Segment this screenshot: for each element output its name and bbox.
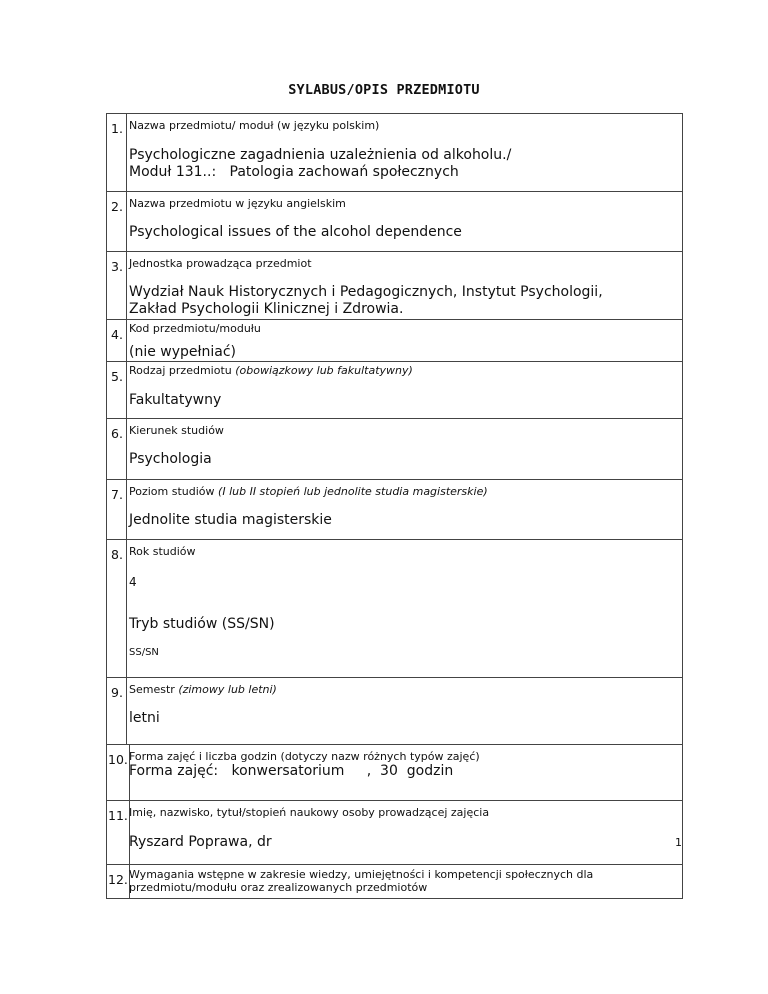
row-number-cell — [107, 192, 127, 251]
syllabus-table — [106, 113, 683, 899]
table-row — [107, 319, 682, 361]
field-label: Forma zajęć i liczba godzin (dotyczy nazw różnych typów zajęć) — [129, 750, 480, 763]
field-value: Jednolite studia magisterskie — [129, 512, 332, 528]
field-value: Moduł 131..: Patologia zachowań społecznych — [129, 164, 459, 180]
field-value: letni — [129, 710, 160, 726]
field-label: Jednostka prowadząca przedmiot — [129, 257, 312, 270]
page-number: 1 — [675, 836, 682, 849]
field-value: Psychologiczne zagadnienia uzależnienia od alkoholu./ — [129, 147, 512, 163]
table-row — [107, 800, 682, 864]
row-number-cell — [107, 419, 127, 479]
row-number: 3. — [111, 259, 123, 274]
table-row — [107, 677, 682, 744]
field-value: (nie wypełniać) — [129, 344, 237, 360]
field-sublabel: Tryb studiów (SS/SN) — [129, 616, 275, 632]
row-number-cell — [107, 678, 127, 744]
table-row — [107, 114, 682, 191]
row-number-cell — [107, 865, 130, 898]
row-number-cell — [107, 114, 127, 191]
row-number-cell — [107, 540, 127, 677]
field-label-hint: (I lub II stopień lub jednolite studia magisterskie) — [218, 485, 488, 498]
row-number-cell — [107, 362, 127, 418]
field-label: Rok studiów — [129, 545, 196, 558]
field-label: Kod przedmiotu/modułu — [129, 322, 261, 335]
field-value: Fakultatywny — [129, 392, 222, 408]
field-subvalue: SS/SN — [129, 647, 159, 658]
field-label: Wymagania wstępne w zakresie wiedzy, umiejętności i kompetencji społecznych dla — [129, 868, 594, 881]
row-number: 11. — [108, 808, 128, 823]
field-value: Ryszard Poprawa, dr — [129, 834, 272, 850]
row-number: 12. — [108, 872, 128, 887]
row-number: 4. — [111, 327, 123, 342]
table-row — [107, 418, 682, 479]
table-row — [107, 251, 682, 319]
row-number: 5. — [111, 369, 123, 384]
field-label — [129, 485, 488, 498]
field-label — [129, 683, 277, 696]
row-number-cell — [107, 320, 127, 361]
row-number-cell — [107, 801, 130, 864]
row-number: 10. — [108, 752, 128, 767]
row-number: 7. — [111, 487, 123, 502]
document-title: SYLABUS/OPIS PRZEDMIOTU — [288, 82, 480, 98]
row-number: 1. — [111, 121, 123, 136]
row-number: 6. — [111, 426, 123, 441]
table-row — [107, 744, 682, 800]
field-label: Imię, nazwisko, tytuł/stopień naukowy osoby prowadzącej zajęcia — [129, 806, 490, 819]
field-label-hint: (obowiązkowy lub fakultatywny) — [235, 364, 413, 377]
table-row — [107, 191, 682, 251]
field-label: Nazwa przedmiotu w języku angielskim — [129, 197, 346, 210]
table-row — [107, 361, 682, 418]
table-row — [107, 479, 682, 539]
row-number-cell — [107, 745, 130, 800]
field-label — [129, 364, 413, 377]
field-label-hint: (zimowy lub letni) — [178, 683, 277, 696]
row-number-cell — [107, 252, 127, 319]
field-label: Nazwa przedmiotu/ moduł (w języku polskim) — [129, 119, 380, 132]
table-row — [107, 539, 682, 677]
field-value: Psychological issues of the alcohol dependence — [129, 224, 462, 240]
field-value: Forma zajęć: konwersatorium , 30 godzin — [129, 763, 454, 779]
field-label-text: Semestr — [129, 683, 175, 696]
field-label-text: Poziom studiów — [129, 485, 215, 498]
field-label: przedmiotu/modułu oraz zrealizowanych przedmiotów — [129, 881, 428, 894]
field-label-text: Rodzaj przedmiotu — [129, 364, 232, 377]
row-number-cell — [107, 480, 127, 539]
table-row — [107, 864, 682, 898]
field-label: Kierunek studiów — [129, 424, 224, 437]
field-value: 4 — [129, 575, 137, 589]
field-value: Wydział Nauk Historycznych i Pedagogicznych, Instytut Psychologii, — [129, 284, 603, 300]
row-number: 9. — [111, 685, 123, 700]
row-number: 2. — [111, 199, 123, 214]
field-value: Zakład Psychologii Klinicznej i Zdrowia. — [129, 301, 404, 317]
row-number: 8. — [111, 547, 123, 562]
field-value: Psychologia — [129, 451, 212, 467]
